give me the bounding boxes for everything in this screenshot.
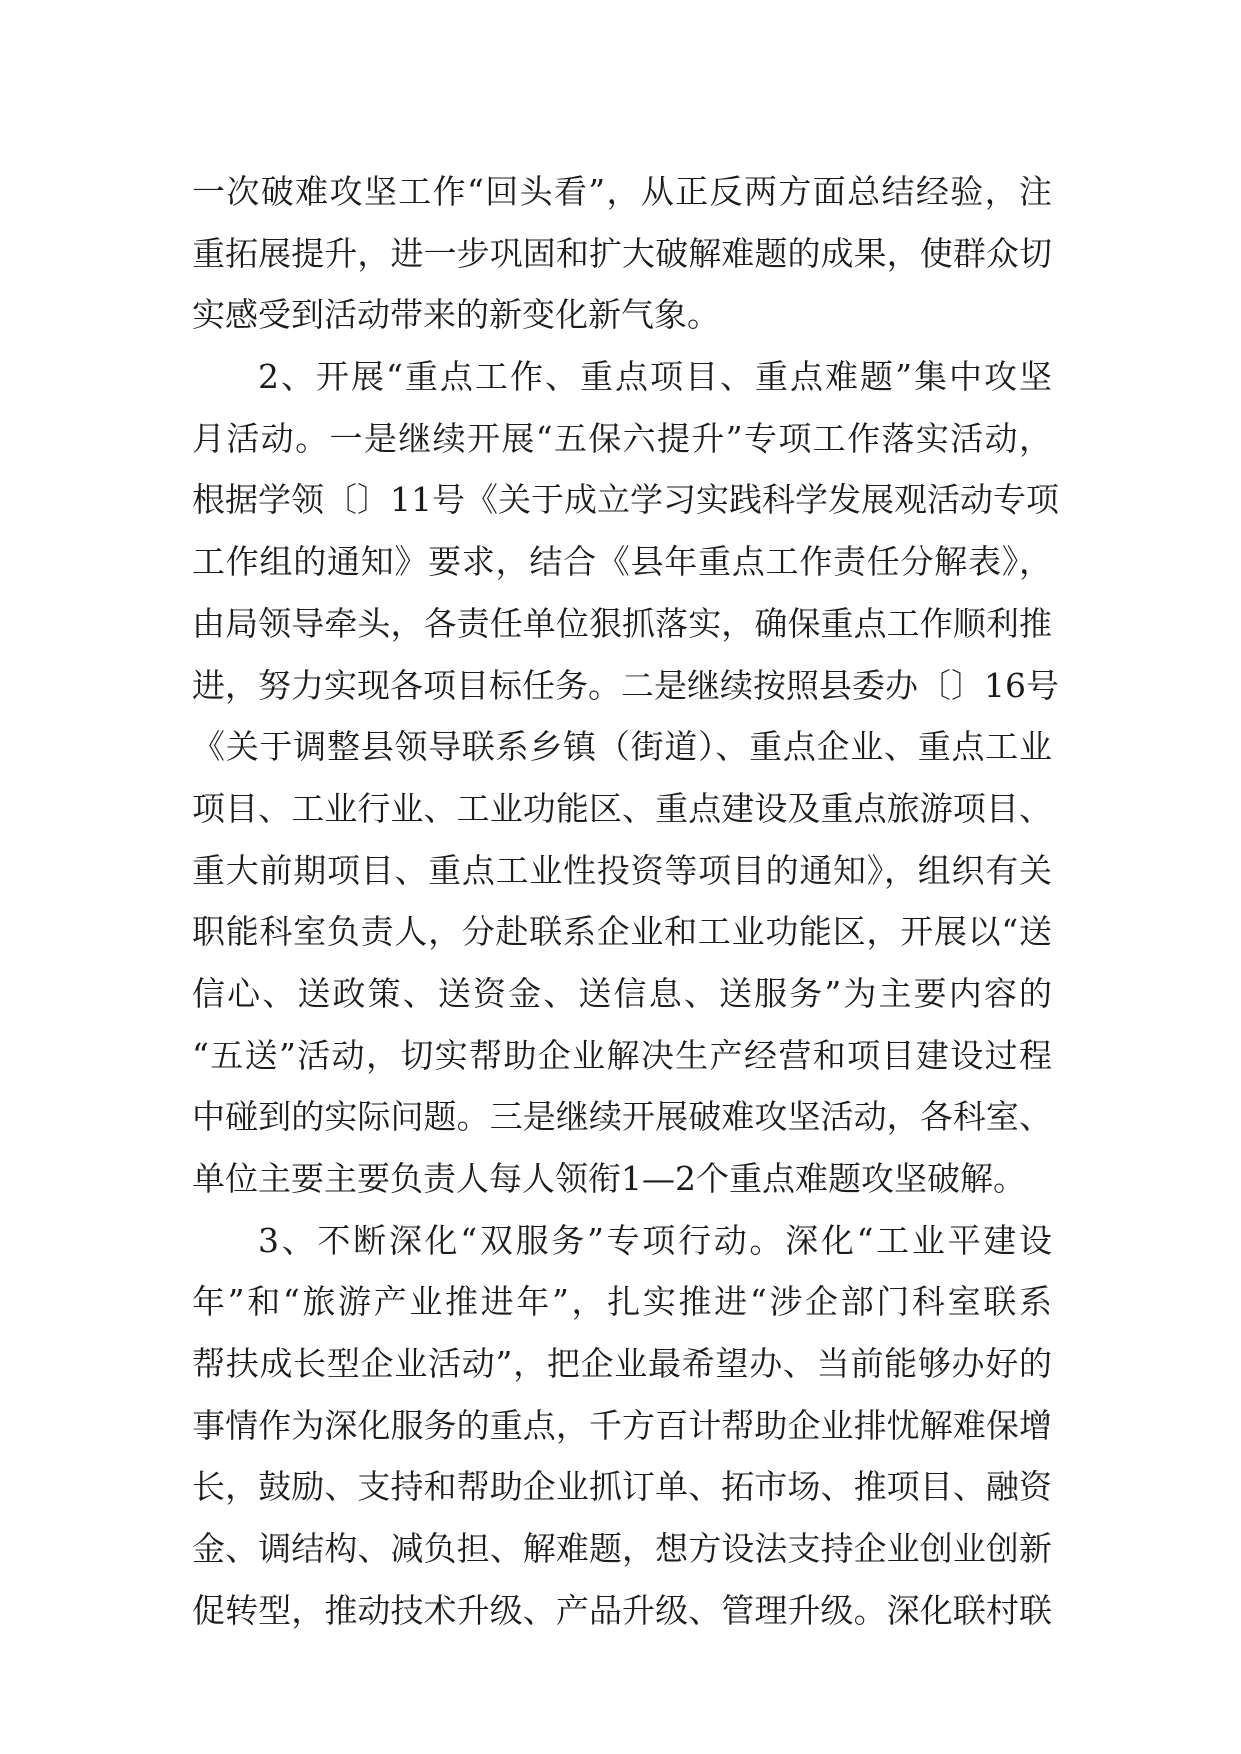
text-line: 帮扶成长型企业活动”，把企业最希望办、当前能够办好的 (192, 1344, 1052, 1384)
text-line: 项目、工业行业、工业功能区、重点建设及重点旅游项目、 (192, 788, 1052, 828)
text-line: 信心、送政策、送资金、送信息、送服务”为主要内容的 (192, 973, 1052, 1013)
text-line: 根据学领〔〕11号《关于成立学习实践科学发展观活动专项 (192, 480, 1059, 520)
text-line: 进，努力实现各项目标任务。二是继续按照县委办〔〕16号 (192, 665, 1059, 705)
text-line: 重拓展提升，进一步巩固和扩大破解难题的成果，使群众切 (192, 233, 1052, 273)
text-line: 事情作为深化服务的重点，千方百计帮助企业排忧解难保增 (192, 1405, 1052, 1445)
text-line: 金、调结构、减负担、解难题，想方设法支持企业创业创新 (192, 1529, 1052, 1569)
text-line: 工作组的通知》要求，结合《县年重点工作责任分解表》， (192, 542, 1052, 582)
text-line: 由局领导牵头，各责任单位狠抓落实，确保重点工作顺利推 (192, 603, 1052, 643)
text-line: 职能科室负责人，分赴联系企业和工业功能区，开展以“送 (192, 912, 1052, 952)
text-line: 3、不断深化“双服务”专项行动。深化“工业平建设 (258, 1220, 1052, 1260)
text-line: 实感受到活动带来的新变化新气象。 (192, 295, 720, 335)
text-line: 单位主要主要负责人每人领衔1—2个重点难题攻坚破解。 (192, 1159, 1026, 1198)
text-line: 长，鼓励、支持和帮助企业抓订单、拓市场、推项目、融资 (192, 1467, 1052, 1507)
text-line: 月活动。一是继续开展“五保六提升”专项工作落实活动， (192, 418, 1052, 458)
text-line: 2、开展“重点工作、重点项目、重点难题”集中攻坚 (258, 357, 1052, 397)
text-line: 《关于调整县领导联系乡镇（街道）、重点企业、重点工业 (192, 727, 1052, 767)
document-body (192, 161, 1059, 1642)
text-line: 年”和“旅游产业推进年”，扎实推进“涉企部门科室联系 (192, 1282, 1052, 1322)
text-line: 促转型，推动技术升级、产品升级、管理升级。深化联村联 (192, 1590, 1052, 1630)
text-line: 中碰到的实际问题。三是继续开展破难攻坚活动，各科室、 (192, 1097, 1052, 1137)
text-line: 一次破难攻坚工作“回头看”，从正反两方面总结经验，注 (192, 172, 1052, 211)
text-line: “五送”活动，切实帮助企业解决生产经营和项目建设过程 (192, 1035, 1052, 1075)
text-line: 重大前期项目、重点工业性投资等项目的通知》，组织有关 (192, 850, 1052, 890)
